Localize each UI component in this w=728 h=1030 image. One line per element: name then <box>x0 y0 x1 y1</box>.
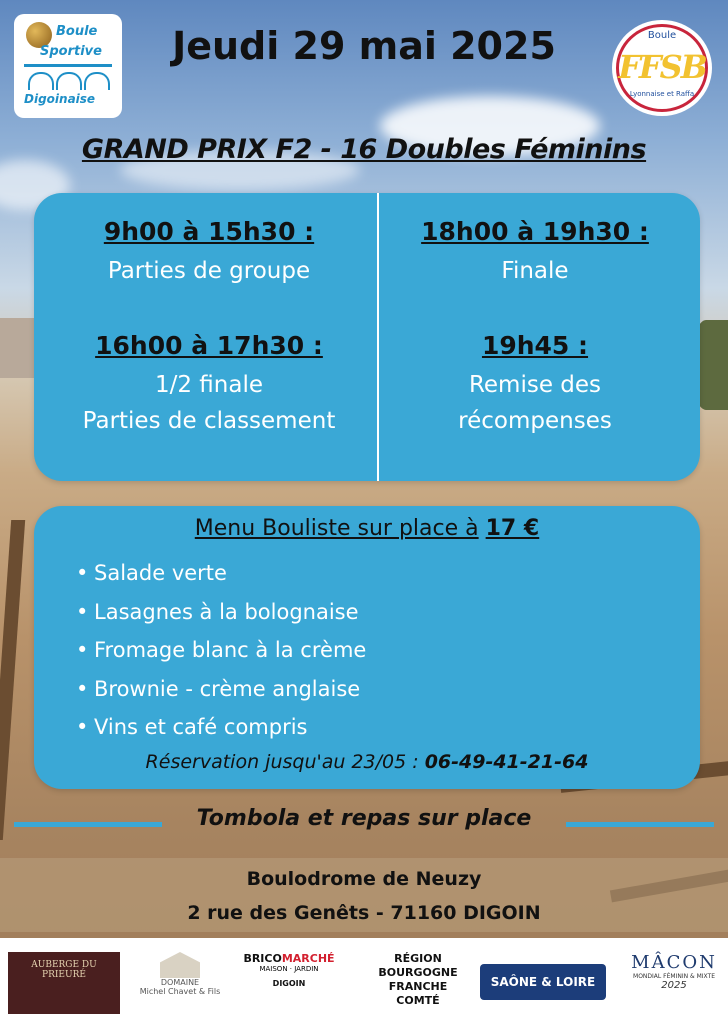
list-item <box>76 593 366 632</box>
brico-part2: MARCHÉ <box>281 952 335 965</box>
region-line: COMTÉ <box>396 994 440 1007</box>
slot-desc: Parties de classement <box>82 408 336 434</box>
reservation-phone: 06-49-41-21-64 <box>424 751 589 773</box>
saone-loire-text: SAÔNE & LOIRE <box>490 975 596 989</box>
menu-price: 17 € <box>485 516 540 541</box>
slot-desc: Finale <box>501 258 569 284</box>
sponsor-domaine-logo <box>134 952 226 1014</box>
list-item <box>76 670 366 709</box>
logo-left-line2: Sportive <box>40 44 102 59</box>
slot-time: 19h45 : <box>481 331 589 360</box>
sponsor-domaine-line2: Michel Chavet & Fils <box>139 987 221 996</box>
brico-sub: MAISON · JARDIN <box>259 965 319 973</box>
sponsor-auberge-logo <box>8 952 120 1014</box>
bullet-icon: • <box>76 638 89 663</box>
list-item <box>76 708 366 747</box>
reservation-line <box>34 751 700 773</box>
sponsor-domaine-line1: DOMAINE <box>160 978 200 987</box>
region-line: RÉGION <box>394 952 442 965</box>
schedule-slot <box>370 331 700 439</box>
menu-item: Vins et café compris <box>94 715 308 740</box>
slot-time: 18h00 à 19h30 : <box>421 217 649 246</box>
sponsor-macon-logo <box>626 952 722 1014</box>
slot-desc: Remise des <box>468 372 602 398</box>
sponsors-bar <box>0 938 728 1030</box>
venue-address: 2 rue des Genêts - 71160 DIGOIN <box>187 902 541 924</box>
reservation-label: Réservation jusqu'au 23/05 : <box>145 751 419 773</box>
slot-time: 16h00 à 17h30 : <box>95 331 323 360</box>
region-line: FRANCHE <box>388 980 448 993</box>
sponsor-saone-loire-logo <box>480 964 606 1000</box>
region-line: BOURGOGNE <box>378 966 458 979</box>
bridge-arch-icon <box>28 72 54 90</box>
schedule-panel <box>34 193 700 481</box>
sponsor-bricomarche-logo <box>236 952 342 1014</box>
ffsb-bottom-text: Lyonnaise et Raffa <box>629 90 695 98</box>
bullet-icon: • <box>76 715 89 740</box>
bridge-arch-icon <box>56 72 82 90</box>
menu-title <box>34 516 700 541</box>
house-icon <box>160 952 200 978</box>
slot-time: 9h00 à 15h30 : <box>103 217 315 246</box>
menu-list <box>76 554 366 747</box>
event-date: Jeudi 29 mai 2025 <box>172 24 556 68</box>
slot-desc: 1/2 finale <box>154 372 264 398</box>
logo-left-line1: Boule <box>56 24 98 39</box>
menu-item: Fromage blanc à la crème <box>94 638 367 663</box>
venue-name: Boulodrome de Neuzy <box>246 868 482 890</box>
menu-title-text: Menu Bouliste sur place à <box>194 516 479 541</box>
slot-desc: Parties de groupe <box>107 258 311 284</box>
macon-text: MÂCON <box>631 952 717 973</box>
menu-item: Brownie - crème anglaise <box>94 676 361 701</box>
list-item <box>76 554 366 593</box>
schedule-slot <box>44 217 374 289</box>
bullet-icon: • <box>76 599 89 624</box>
ffsb-top-text: Boule <box>647 30 677 41</box>
bullet-icon: • <box>76 676 89 701</box>
event-title: GRAND PRIX F2 - 16 Doubles Féminins <box>81 134 647 165</box>
menu-item: Salade verte <box>94 561 227 585</box>
menu-item: Lasagnes à la bolognaise <box>94 599 359 624</box>
ffsb-main-text: FFSB <box>618 48 706 86</box>
brico-city: DIGOIN <box>272 979 306 988</box>
menu-panel <box>34 506 700 789</box>
bridge-arch-icon <box>84 72 110 90</box>
schedule-slot <box>370 217 700 289</box>
schedule-slot <box>44 331 374 439</box>
sponsor-region-logo <box>370 952 466 1014</box>
tombola-text: Tombola et repas sur place <box>196 806 532 831</box>
macon-sub: MONDIAL FÉMININ & MIXTE <box>633 973 715 980</box>
slot-desc: récompenses <box>458 408 612 434</box>
sponsor-auberge-name: AUBERGE DU PRIEURÉ <box>31 960 97 980</box>
bullet-icon: • <box>76 561 89 585</box>
brico-part1: BRICO <box>243 952 282 965</box>
ffsb-logo <box>612 20 712 116</box>
logo-left-line3: Digoinaise <box>24 92 96 106</box>
macon-year: 2025 <box>661 980 687 991</box>
list-item <box>76 631 366 670</box>
